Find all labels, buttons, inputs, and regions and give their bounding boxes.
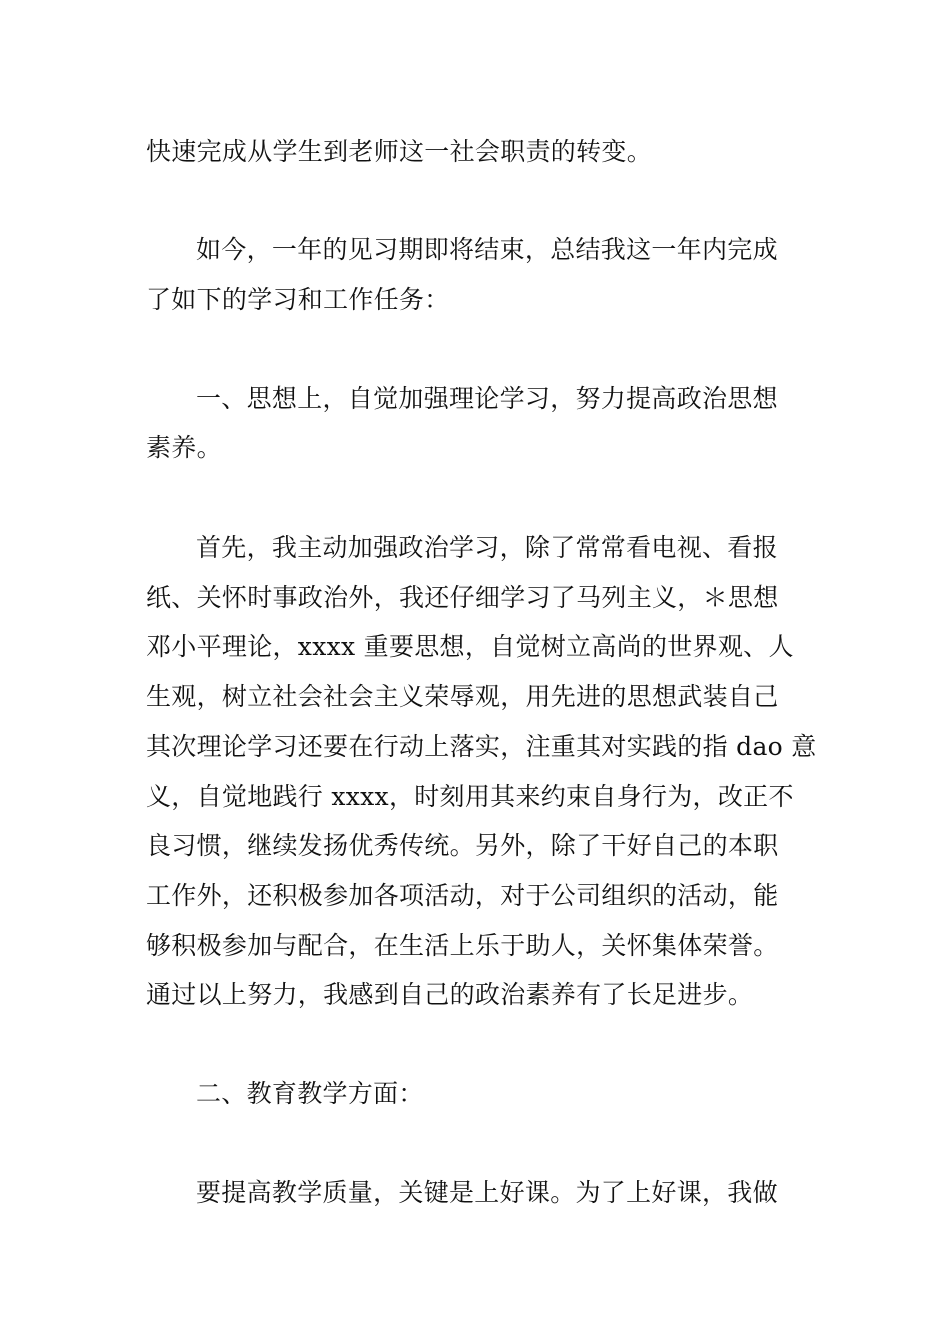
section-heading: 二、教育教学方面： [196,1079,424,1108]
text-line: 通过以上努力，我感到自己的政治素养有了长足进步。 [146,980,754,1009]
text-line: 纸、关怀时事政治外，我还仔细学习了马列主义，＊思想 [146,583,779,612]
text-line: 素养。 [146,433,222,462]
text-line: 如今，一年的见习期即将结束，总结我这一年内完成 [196,235,778,264]
text-line: 够积极参加与配合，在生活上乐于助人，关怀集体荣誉。 [146,931,779,960]
text-line: 要提高教学质量，关键是上好课。为了上好课，我做 [196,1178,778,1207]
text-line: 其次理论学习还要在行动上落实，注重其对实践的指 dao 意 [146,732,817,761]
text-line: 快速完成从学生到老师这一社会职责的转变。 [146,137,653,166]
text-line: 良习惯，继续发扬优秀传统。另外，除了干好自己的本职 [146,831,779,860]
text-line: 首先，我主动加强政治学习，除了常常看电视、看报 [196,533,778,562]
text-line: 义，自觉地践行 xxxx，时刻用其来约束自身行为，改正不 [146,782,794,811]
text-line: 了如下的学习和工作任务： [146,285,450,314]
text-line: 工作外，还积极参加各项活动，对于公司组织的活动，能 [146,881,779,910]
section-heading: 一、思想上，自觉加强理论学习，努力提高政治思想 [196,384,778,413]
text-line: 生观，树立社会社会主义荣辱观，用先进的思想武装自己 [146,682,779,711]
text-line: 邓小平理论，xxxx 重要思想，自觉树立高尚的世界观、人 [146,632,794,661]
